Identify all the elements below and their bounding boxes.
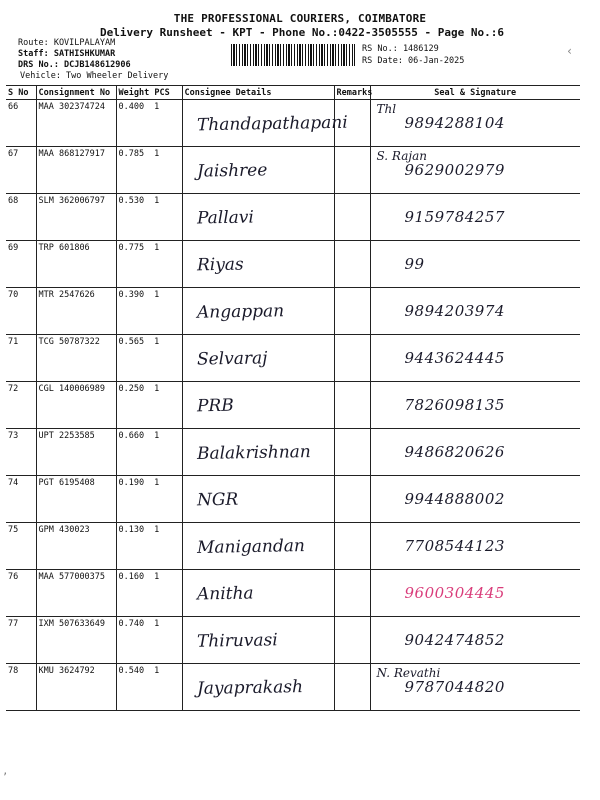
- row-pcs: 1: [154, 102, 160, 112]
- row-consignment-no: MAA 302374724: [36, 100, 116, 147]
- row-remarks: [334, 617, 370, 664]
- row-sno: 71: [6, 335, 36, 382]
- col-header-weight-pcs: [116, 86, 182, 100]
- row-phone-handwritten: 99: [404, 255, 425, 273]
- row-consignee-handwritten: Anitha: [196, 583, 254, 605]
- row-phone-handwritten: 7826098135: [404, 396, 505, 414]
- table-row: [6, 664, 580, 711]
- row-consignee-cell: [182, 147, 334, 194]
- row-signature-cell: [370, 476, 580, 523]
- row-pcs: 1: [154, 290, 160, 300]
- row-consignment-no: IXM 507633649: [36, 617, 116, 664]
- row-weight: 0.400: [118, 102, 145, 112]
- row-weight-pcs: [116, 382, 182, 429]
- row-consignee-cell: [182, 570, 334, 617]
- row-phone-handwritten: 9787044820: [404, 678, 505, 696]
- col-header-pcs: PCS: [154, 87, 170, 98]
- table-row: [6, 382, 580, 429]
- row-consignment-no: PGT 6195408: [36, 476, 116, 523]
- row-weight: 0.190: [118, 478, 145, 488]
- row-signature-cell: [370, 194, 580, 241]
- row-weight-pcs: [116, 335, 182, 382]
- row-consignee-handwritten: Pallavi: [196, 207, 254, 229]
- row-remarks: [334, 335, 370, 382]
- row-weight-pcs: [116, 523, 182, 570]
- row-phone-handwritten: 9629002979: [404, 161, 505, 179]
- edge-mark: ’: [2, 772, 9, 783]
- row-consignee-cell: [182, 382, 334, 429]
- row-consignee-handwritten: Thiruvasi: [196, 630, 278, 652]
- row-weight: 0.250: [118, 384, 145, 394]
- row-weight-pcs: [116, 664, 182, 711]
- runsheet-table: [6, 85, 580, 711]
- table-row: [6, 570, 580, 617]
- table-row: [6, 476, 580, 523]
- row-signature: N. Revathi: [376, 666, 441, 680]
- row-phone-handwritten: 7708544123: [404, 537, 505, 555]
- row-consignee-cell: [182, 335, 334, 382]
- row-consignee-handwritten: Jayaprakash: [196, 677, 303, 699]
- row-sno: 74: [6, 476, 36, 523]
- row-sno: 72: [6, 382, 36, 429]
- row-consignee-cell: [182, 617, 334, 664]
- barcode: [231, 44, 355, 66]
- col-header-weight: Weight: [118, 87, 150, 98]
- row-consignment-no: MAA 868127917: [36, 147, 116, 194]
- row-weight-pcs: [116, 147, 182, 194]
- row-signature-cell: [370, 617, 580, 664]
- row-consignee-cell: [182, 241, 334, 288]
- row-weight: 0.565: [118, 337, 145, 347]
- row-consignee-handwritten: Jaishree: [196, 160, 267, 182]
- route-label: Route: KOVILPALAYAM: [18, 38, 116, 48]
- row-consignee-cell: [182, 100, 348, 147]
- staff-label: Staff: SATHISHKUMAR: [18, 49, 116, 59]
- table-row: [6, 288, 580, 335]
- col-header-seal: Seal & Signature: [370, 86, 580, 100]
- row-consignment-no: GPM 430023: [36, 523, 116, 570]
- row-consignment-no: TRP 601806: [36, 241, 116, 288]
- row-remarks: [334, 194, 370, 241]
- row-consignee-handwritten: PRB: [196, 395, 234, 417]
- row-remarks: [334, 664, 370, 711]
- row-signature-cell: [370, 147, 580, 194]
- row-sno: 76: [6, 570, 36, 617]
- row-weight-pcs: [116, 288, 182, 335]
- row-weight-pcs: [116, 429, 182, 476]
- row-weight-pcs: [116, 100, 182, 147]
- col-header-consignee: Consignee Details: [182, 86, 334, 100]
- row-consignee-handwritten: NGR: [196, 489, 238, 511]
- row-weight: 0.530: [118, 196, 145, 206]
- row-pcs: 1: [154, 384, 160, 394]
- row-pcs: 1: [154, 478, 160, 488]
- row-consignment-no: SLM 362006797: [36, 194, 116, 241]
- row-remarks: [334, 523, 370, 570]
- rs-date-label: RS Date: 06-Jan-2025: [362, 56, 465, 66]
- row-pcs: 1: [154, 666, 160, 676]
- row-signature-cell: [370, 335, 580, 382]
- margin-mark: ‹: [566, 44, 574, 58]
- row-consignment-no: MTR 2547626: [36, 288, 116, 335]
- row-pcs: 1: [154, 619, 160, 629]
- row-consignee-handwritten: Manigandan: [196, 536, 305, 558]
- runsheet-subtitle: Delivery Runsheet - KPT - Phone No.:0422-3505555 - Page No.:6: [100, 26, 504, 39]
- row-weight: 0.785: [118, 149, 145, 159]
- table-row: [6, 523, 580, 570]
- row-remarks: [334, 147, 370, 194]
- row-signature-cell: [370, 241, 580, 288]
- row-signature-cell: [370, 523, 580, 570]
- row-phone-handwritten: 9443624445: [404, 349, 505, 367]
- row-weight: 0.740: [118, 619, 145, 629]
- table-row: [6, 147, 580, 194]
- row-signature-cell: [370, 429, 580, 476]
- drs-label: DRS No.: DCJB148612906: [18, 60, 131, 70]
- row-pcs: 1: [154, 149, 160, 159]
- row-remarks: [334, 382, 370, 429]
- row-phone-handwritten: 9159784257: [404, 208, 505, 226]
- row-sno: 78: [6, 664, 36, 711]
- col-header-consignment: Consignment No: [36, 86, 116, 100]
- table-row: [6, 100, 580, 147]
- row-sno: 77: [6, 617, 36, 664]
- row-phone-handwritten: 9894288104: [404, 114, 505, 132]
- row-pcs: 1: [154, 431, 160, 441]
- row-signature-cell: [370, 288, 580, 335]
- row-pcs: 1: [154, 337, 160, 347]
- row-weight-pcs: [116, 617, 182, 664]
- row-pcs: 1: [154, 243, 160, 253]
- row-pcs: 1: [154, 572, 160, 582]
- company-title: THE PROFESSIONAL COURIERS, COIMBATORE: [173, 12, 427, 25]
- row-consignee-cell: [182, 664, 334, 711]
- row-weight: 0.540: [118, 666, 145, 676]
- row-consignee-cell: [182, 288, 334, 335]
- row-sno: 69: [6, 241, 36, 288]
- table-row: [6, 194, 580, 241]
- row-phone-handwritten: 9944888002: [404, 490, 505, 508]
- row-signature: S. Rajan: [376, 149, 427, 163]
- row-weight-pcs: [116, 194, 182, 241]
- row-pcs: 1: [154, 525, 160, 535]
- col-header-sno: S No: [6, 86, 36, 100]
- row-consignment-no: TCG 50787322: [36, 335, 116, 382]
- table-row: [6, 429, 580, 476]
- vehicle-label: Vehicle: Two Wheeler Delivery: [20, 71, 169, 81]
- row-weight: 0.130: [118, 525, 145, 535]
- row-remarks: [334, 288, 370, 335]
- row-phone-handwritten: 9894203974: [404, 302, 505, 320]
- row-consignment-no: MAA 577000375: [36, 570, 116, 617]
- row-consignment-no: CGL 140006989: [36, 382, 116, 429]
- row-weight: 0.390: [118, 290, 145, 300]
- row-phone-handwritten: 9042474852: [404, 631, 505, 649]
- row-pcs: 1: [154, 196, 160, 206]
- row-remarks: [334, 570, 370, 617]
- row-weight-pcs: [116, 241, 182, 288]
- row-phone-handwritten: 9486820626: [404, 443, 505, 461]
- row-signature-cell: [370, 382, 580, 429]
- row-consignee-cell: [182, 476, 334, 523]
- row-consignee-handwritten: Selvaraj: [196, 348, 268, 370]
- rs-no-label: RS No.: 1486129: [362, 44, 439, 54]
- row-consignee-handwritten: Balakrishnan: [196, 442, 311, 464]
- row-sno: 67: [6, 147, 36, 194]
- col-header-remarks: Remarks: [334, 86, 370, 100]
- row-weight-pcs: [116, 570, 182, 617]
- row-consignee-handwritten: Thandapathapani: [196, 112, 348, 136]
- row-sno: 70: [6, 288, 36, 335]
- row-signature-cell: [370, 570, 580, 617]
- row-consignment-no: KMU 3624792: [36, 664, 116, 711]
- row-sno: 68: [6, 194, 36, 241]
- row-phone-handwritten: 9600304445: [404, 584, 505, 602]
- row-consignee-cell: [182, 523, 334, 570]
- row-weight: 0.660: [118, 431, 145, 441]
- row-sno: 66: [6, 100, 36, 147]
- row-sno: 75: [6, 523, 36, 570]
- row-consignee-handwritten: Riyas: [196, 254, 244, 276]
- row-signature: Thl: [376, 102, 397, 116]
- table-header-row: [6, 86, 580, 100]
- row-sno: 73: [6, 429, 36, 476]
- row-remarks: [334, 100, 370, 147]
- row-consignment-no: UPT 2253585: [36, 429, 116, 476]
- row-remarks: [334, 241, 370, 288]
- row-weight-pcs: [116, 476, 182, 523]
- table-row: [6, 617, 580, 664]
- table-row: [6, 335, 580, 382]
- row-remarks: [334, 429, 370, 476]
- row-signature-cell: [370, 100, 580, 147]
- row-remarks: [334, 476, 370, 523]
- row-consignee-cell: [182, 429, 334, 476]
- row-weight: 0.160: [118, 572, 145, 582]
- row-consignee-handwritten: Angappan: [196, 301, 284, 323]
- table-row: [6, 241, 580, 288]
- row-signature-cell: [370, 664, 580, 711]
- row-consignee-cell: [182, 194, 334, 241]
- row-weight: 0.775: [118, 243, 145, 253]
